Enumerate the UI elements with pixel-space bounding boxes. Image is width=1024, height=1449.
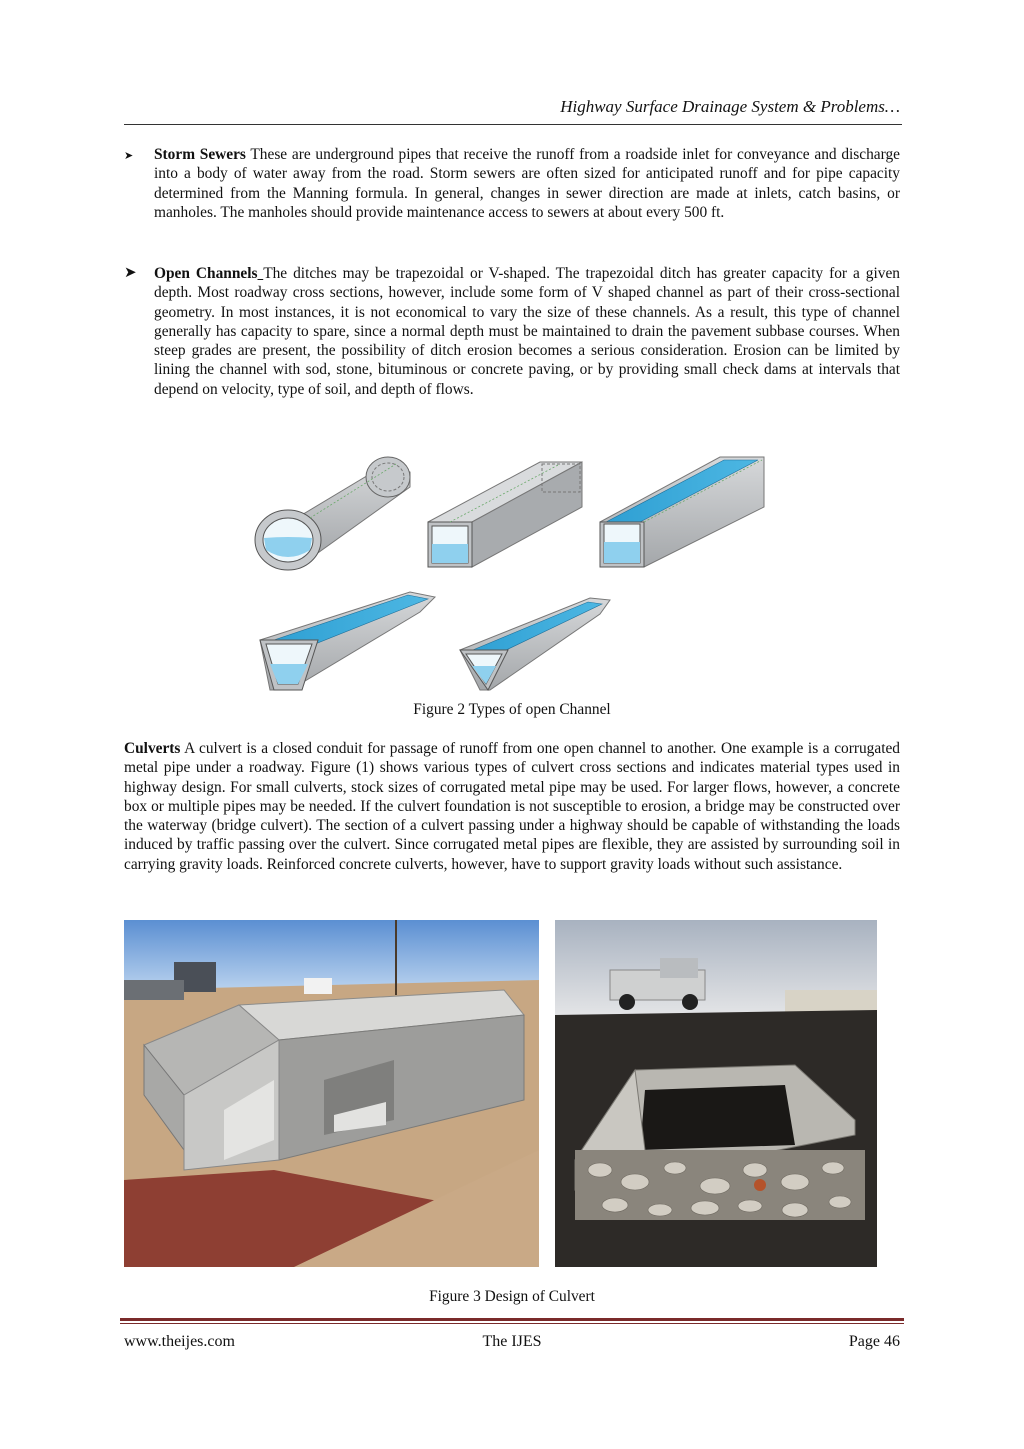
- footer-rule-thin: [120, 1323, 904, 1324]
- storm-sewers-paragraph: [154, 145, 900, 222]
- culverts-text: A culvert is a closed conduit for passage of runoff from one open channel to another. One example is a corrugated metal pipe under a roadway. Figure (1) shows various types of culvert cross sections and indicates material types used in highway design. For small culverts, stock sizes of corrugated metal pipe may be used. For larger flows, however, a concrete box or multiple pipes may be needed. If the culvert foundation is not susceptible to erosion, a bridge may be constructed over the waterway (bridge culvert). The section of a culvert passing under a highway should be capable of withstanding the loads induced by traffic passing over the culvert. Since corrugated metal pipes are flexible, they are assisted by surrounding soil in carrying gravity loads. Reinforced concrete culverts, however, have to support gravity loads without such assistance.: [124, 740, 900, 873]
- open-channels-paragraph: [154, 264, 900, 399]
- rectangular-box-shape: [428, 462, 582, 567]
- circular-pipe-shape: [255, 457, 410, 570]
- rectangular-open-channel-shape: [600, 457, 764, 567]
- culverts-paragraph: [124, 739, 900, 874]
- storm-sewers-text: These are underground pipes that receive the runoff from a roadside inlet for conveyance and discharge into a body of water away from the road. Storm sewers are often sized for anticipated runoff and for pipe capacity determined from the Manning formula. In general, changes in sewer direction are made at inlets, catch basins, or manholes. The manholes should provide maintenance access to sewers at about every 500 ft.: [154, 146, 901, 221]
- footer-journal: The IJES: [482, 1333, 542, 1350]
- trapezoidal-channel-shape: [260, 592, 435, 690]
- bullet-arrow-icon: ➤: [124, 265, 137, 281]
- v-shaped-channel-shape: [460, 598, 610, 690]
- culverts-term: Culverts: [124, 740, 181, 757]
- footer-website: www.theijes.com: [124, 1333, 235, 1350]
- culvert-outlet-photo: [555, 920, 877, 1267]
- box-culvert-photo: [124, 920, 539, 1267]
- open-channel-types-figure: [250, 452, 770, 696]
- running-title: Highway Surface Drainage System & Problems…: [560, 97, 900, 116]
- footer-page-number: Page 46: [848, 1333, 900, 1350]
- figure-2-caption: Figure 2 Types of open Channel: [413, 701, 611, 718]
- header-rule: [124, 124, 902, 125]
- open-channels-term: Open Channels: [154, 265, 258, 282]
- storm-sewers-term: Storm Sewers: [154, 146, 246, 163]
- figure-3-caption: Figure 3 Design of Culvert: [429, 1288, 595, 1305]
- footer-rule-thick: [120, 1318, 904, 1321]
- open-channels-text: The ditches may be trapezoidal or V-shaped. The trapezoidal ditch has greater capacity for a given depth. Most roadway cross sections, however, include some form of V shaped channel as part of their cross-sectional geometry. In most instances, it is not economical to vary the size of these channels. As a result, this type of channel generally has capacity to spare, since a normal depth must be maintained to drain the pavement subbase courses. When steep grades are present, the possibility of ditch erosion becomes a serious consideration. Erosion can be limited by lining the channel with sod, stone, bituminous or concrete paving, or by providing small check dams at intervals that depend on velocity, type of soil, and depth of flows.: [154, 265, 900, 398]
- bullet-arrow-icon: ➤: [124, 150, 134, 162]
